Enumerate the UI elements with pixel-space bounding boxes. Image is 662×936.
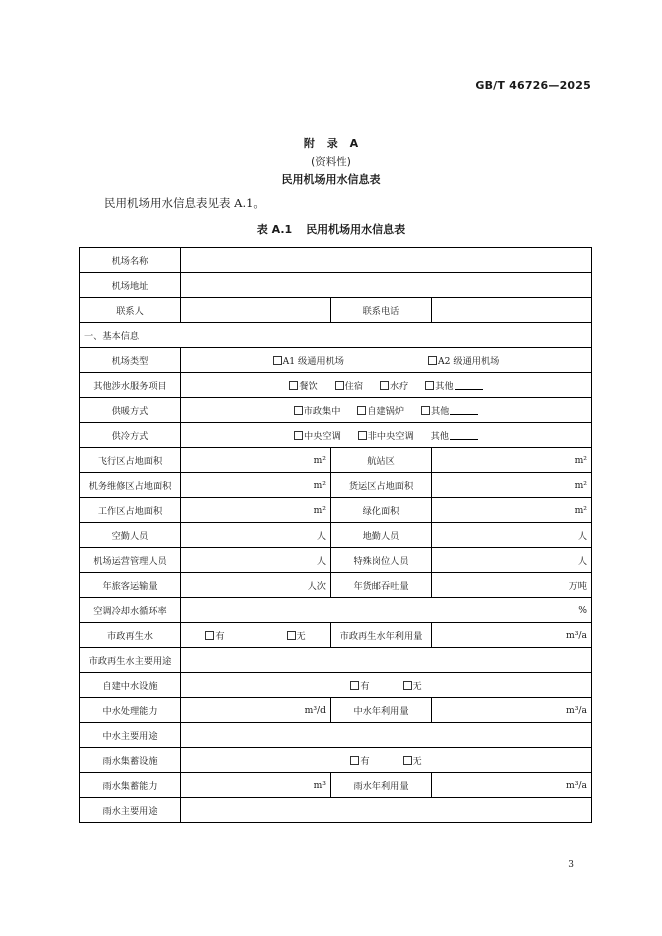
rainwater-facility-label: 雨水集蓄设施 (80, 748, 181, 773)
cooling-central-option[interactable] (294, 428, 341, 442)
checkbox[interactable] (294, 431, 303, 440)
unit-label: m² (574, 504, 587, 516)
option-label: 有 (215, 631, 225, 642)
checkbox[interactable] (425, 381, 434, 390)
annex-name: 民用机场用水信息表 (281, 173, 381, 186)
option-label: 有 (360, 756, 370, 767)
unit-label: 人 (316, 556, 326, 567)
unit-label: % (578, 604, 587, 616)
grey-water-annual-use-label: 中水年利用量 (331, 698, 432, 723)
table-row (80, 648, 592, 673)
other-water-service-options (181, 373, 592, 398)
table-row (80, 348, 592, 373)
ground-crew-label: 地勤人员 (331, 523, 432, 548)
air-crew-label: 空勤人员 (80, 523, 181, 548)
heating-municipal-option[interactable] (294, 403, 341, 417)
passenger-volume-field[interactable] (181, 573, 331, 598)
unit-label: m³/a (566, 629, 587, 641)
checkbox[interactable] (421, 406, 430, 415)
terminal-area-label: 航站区 (331, 448, 432, 473)
checkbox[interactable] (294, 406, 303, 415)
grey-water-yes-option[interactable] (350, 678, 369, 692)
unit-label: m³/a (566, 779, 587, 791)
cooling-cycle-rate-field[interactable] (181, 598, 592, 623)
table-row (80, 273, 592, 298)
option-label: 住宿 (344, 381, 364, 392)
airport-water-info-table (79, 247, 592, 823)
intro-paragraph: 民用机场用水信息表见表 A.1。 (104, 196, 265, 210)
cooling-label: 供冷方式 (80, 423, 181, 448)
table-row (80, 673, 592, 698)
heating-boiler-option[interactable] (357, 403, 404, 417)
passenger-volume-label: 年旅客运输量 (80, 573, 181, 598)
checkbox[interactable] (403, 681, 412, 690)
terminal-area-field[interactable] (432, 448, 592, 473)
reclaimed-no-option[interactable] (287, 628, 306, 642)
table-row (80, 373, 592, 398)
table-row (80, 623, 592, 648)
grey-water-main-use-label: 中水主要用途 (80, 723, 181, 748)
annex-title: 附 录 A (303, 137, 359, 150)
flight-area-field[interactable] (181, 448, 331, 473)
special-staff-label: 特殊岗位人员 (331, 548, 432, 573)
reclaimed-water-options (181, 623, 331, 648)
grey-water-facility-label: 自建中水设施 (80, 673, 181, 698)
unit-label: 人 (577, 531, 587, 542)
management-staff-label: 机场运营管理人员 (80, 548, 181, 573)
option-label: 无 (296, 631, 306, 642)
table-title: 民用机场用水信息表 (306, 223, 406, 236)
cargo-area-label: 货运区占地面积 (331, 473, 432, 498)
service-catering-option[interactable] (289, 378, 317, 392)
airport-type-a2-option[interactable] (428, 353, 499, 367)
table-row (80, 323, 592, 348)
option-label: 水疗 (389, 381, 409, 392)
cooling-options (181, 423, 592, 448)
option-label: 无 (412, 756, 422, 767)
annex-type: (资料性) (311, 156, 351, 168)
option-label: A1 级通用机场 (282, 356, 344, 367)
table-row (80, 723, 592, 748)
checkbox[interactable] (403, 756, 412, 765)
fill-blank[interactable] (450, 405, 478, 415)
reclaimed-main-use-field[interactable] (181, 648, 592, 673)
option-label: 其他 (430, 431, 449, 442)
cargo-area-field[interactable] (432, 473, 592, 498)
option-label: 市政集中 (303, 406, 341, 417)
table-row (80, 698, 592, 723)
airport-name-field[interactable] (181, 248, 592, 273)
unit-label: m³/d (304, 704, 326, 716)
grey-water-annual-use-field[interactable] (432, 698, 592, 723)
table-row (80, 773, 592, 798)
contact-person-label: 联系人 (80, 298, 181, 323)
green-area-label: 绿化面积 (331, 498, 432, 523)
unit-label: 人次 (307, 581, 326, 592)
airport-type-options (181, 348, 592, 373)
option-label: A2 级通用机场 (438, 356, 500, 367)
table-row (80, 798, 592, 823)
reclaimed-yes-option[interactable] (205, 628, 224, 642)
checkbox[interactable] (289, 381, 298, 390)
reclaimed-annual-use-label: 市政再生水年利用量 (331, 623, 432, 648)
option-label: 其他 (430, 406, 450, 417)
fill-blank[interactable] (455, 380, 483, 390)
contact-person-field[interactable] (181, 298, 331, 323)
checkbox[interactable] (380, 381, 389, 390)
checkbox[interactable] (273, 356, 282, 365)
unit-label: 人 (316, 531, 326, 542)
unit-label: m² (313, 454, 326, 466)
rainwater-main-use-label: 雨水主要用途 (80, 798, 181, 823)
cargo-throughput-field[interactable] (432, 573, 592, 598)
heating-label: 供暖方式 (80, 398, 181, 423)
checkbox[interactable] (350, 681, 359, 690)
heating-other-option[interactable] (421, 403, 478, 417)
airport-address-field[interactable] (181, 273, 592, 298)
contact-phone-field[interactable] (432, 298, 592, 323)
table-row (80, 548, 592, 573)
rainwater-yes-option[interactable] (350, 753, 369, 767)
ground-crew-field[interactable] (432, 523, 592, 548)
rainwater-capacity-label: 雨水集蓄能力 (80, 773, 181, 798)
rainwater-facility-options (181, 748, 592, 773)
table-row (80, 573, 592, 598)
fill-blank[interactable] (450, 430, 478, 440)
unit-label: m² (313, 479, 326, 491)
rainwater-main-use-field[interactable] (181, 798, 592, 823)
option-label: 自建锅炉 (367, 406, 405, 417)
maintenance-area-label: 机务维修区占地面积 (80, 473, 181, 498)
cargo-throughput-label: 年货邮吞吐量 (331, 573, 432, 598)
rainwater-no-option[interactable] (403, 753, 422, 767)
table-row (80, 473, 592, 498)
grey-water-facility-options (181, 673, 592, 698)
option-label: 餐饮 (299, 381, 318, 392)
table-row (80, 248, 592, 273)
service-lodging-option[interactable] (335, 378, 363, 392)
checkbox[interactable] (350, 756, 359, 765)
standard-code: GB/T 46726—2025 (475, 79, 591, 92)
unit-label: m³/a (566, 704, 587, 716)
option-label: 无 (412, 681, 422, 692)
checkbox[interactable] (287, 631, 296, 640)
work-area-label: 工作区占地面积 (80, 498, 181, 523)
air-crew-field[interactable] (181, 523, 331, 548)
grey-water-capacity-label: 中水处理能力 (80, 698, 181, 723)
cooling-cycle-rate-label: 空调冷却水循环率 (80, 598, 181, 623)
other-water-service-label: 其他涉水服务项目 (80, 373, 181, 398)
cooling-other-option[interactable] (431, 428, 478, 442)
unit-label: m² (574, 479, 587, 491)
airport-type-label: 机场类型 (80, 348, 181, 373)
airport-type-a1-option[interactable] (273, 353, 344, 367)
option-label: 非中央空调 (367, 431, 414, 442)
airport-name-label: 机场名称 (80, 248, 181, 273)
flight-area-label: 飞行区占地面积 (80, 448, 181, 473)
contact-phone-label: 联系电话 (331, 298, 432, 323)
unit-label: 万吨 (568, 581, 587, 592)
work-area-field[interactable] (181, 498, 331, 523)
checkbox[interactable] (358, 431, 367, 440)
rainwater-annual-use-field[interactable] (432, 773, 592, 798)
reclaimed-main-use-label: 市政再生水主要用途 (80, 648, 181, 673)
unit-label: m² (574, 454, 587, 466)
unit-label: m³ (313, 779, 326, 791)
table-row (80, 298, 592, 323)
rainwater-capacity-field[interactable] (181, 773, 331, 798)
table-number: 表 A.1 (256, 223, 293, 236)
checkbox[interactable] (357, 406, 366, 415)
option-label: 中央空调 (304, 431, 341, 442)
table-row (80, 423, 592, 448)
unit-label: 人 (577, 556, 587, 567)
page-number: 3 (568, 860, 574, 870)
section-basic-info: 一、基本信息 (80, 323, 592, 348)
checkbox[interactable] (335, 381, 344, 390)
reclaimed-annual-use-field[interactable] (432, 623, 592, 648)
table-row (80, 398, 592, 423)
table-row (80, 748, 592, 773)
table-row (80, 498, 592, 523)
table-row (80, 448, 592, 473)
option-label: 其他 (435, 381, 454, 392)
option-label: 有 (360, 681, 370, 692)
reclaimed-water-label: 市政再生水 (80, 623, 181, 648)
grey-water-main-use-field[interactable] (181, 723, 592, 748)
service-spa-option[interactable] (380, 378, 408, 392)
grey-water-no-option[interactable] (403, 678, 422, 692)
unit-label: m² (313, 504, 326, 516)
management-staff-field[interactable] (181, 548, 331, 573)
grey-water-capacity-field[interactable] (181, 698, 331, 723)
cooling-noncentral-option[interactable] (358, 428, 414, 442)
special-staff-field[interactable] (432, 548, 592, 573)
checkbox[interactable] (428, 356, 437, 365)
rainwater-annual-use-label: 雨水年利用量 (331, 773, 432, 798)
airport-address-label: 机场地址 (80, 273, 181, 298)
green-area-field[interactable] (432, 498, 592, 523)
table-row (80, 598, 592, 623)
heating-options (181, 398, 592, 423)
service-other-option[interactable] (425, 378, 482, 392)
maintenance-area-field[interactable] (181, 473, 331, 498)
checkbox[interactable] (205, 631, 214, 640)
table-row (80, 523, 592, 548)
table-caption (0, 221, 662, 237)
